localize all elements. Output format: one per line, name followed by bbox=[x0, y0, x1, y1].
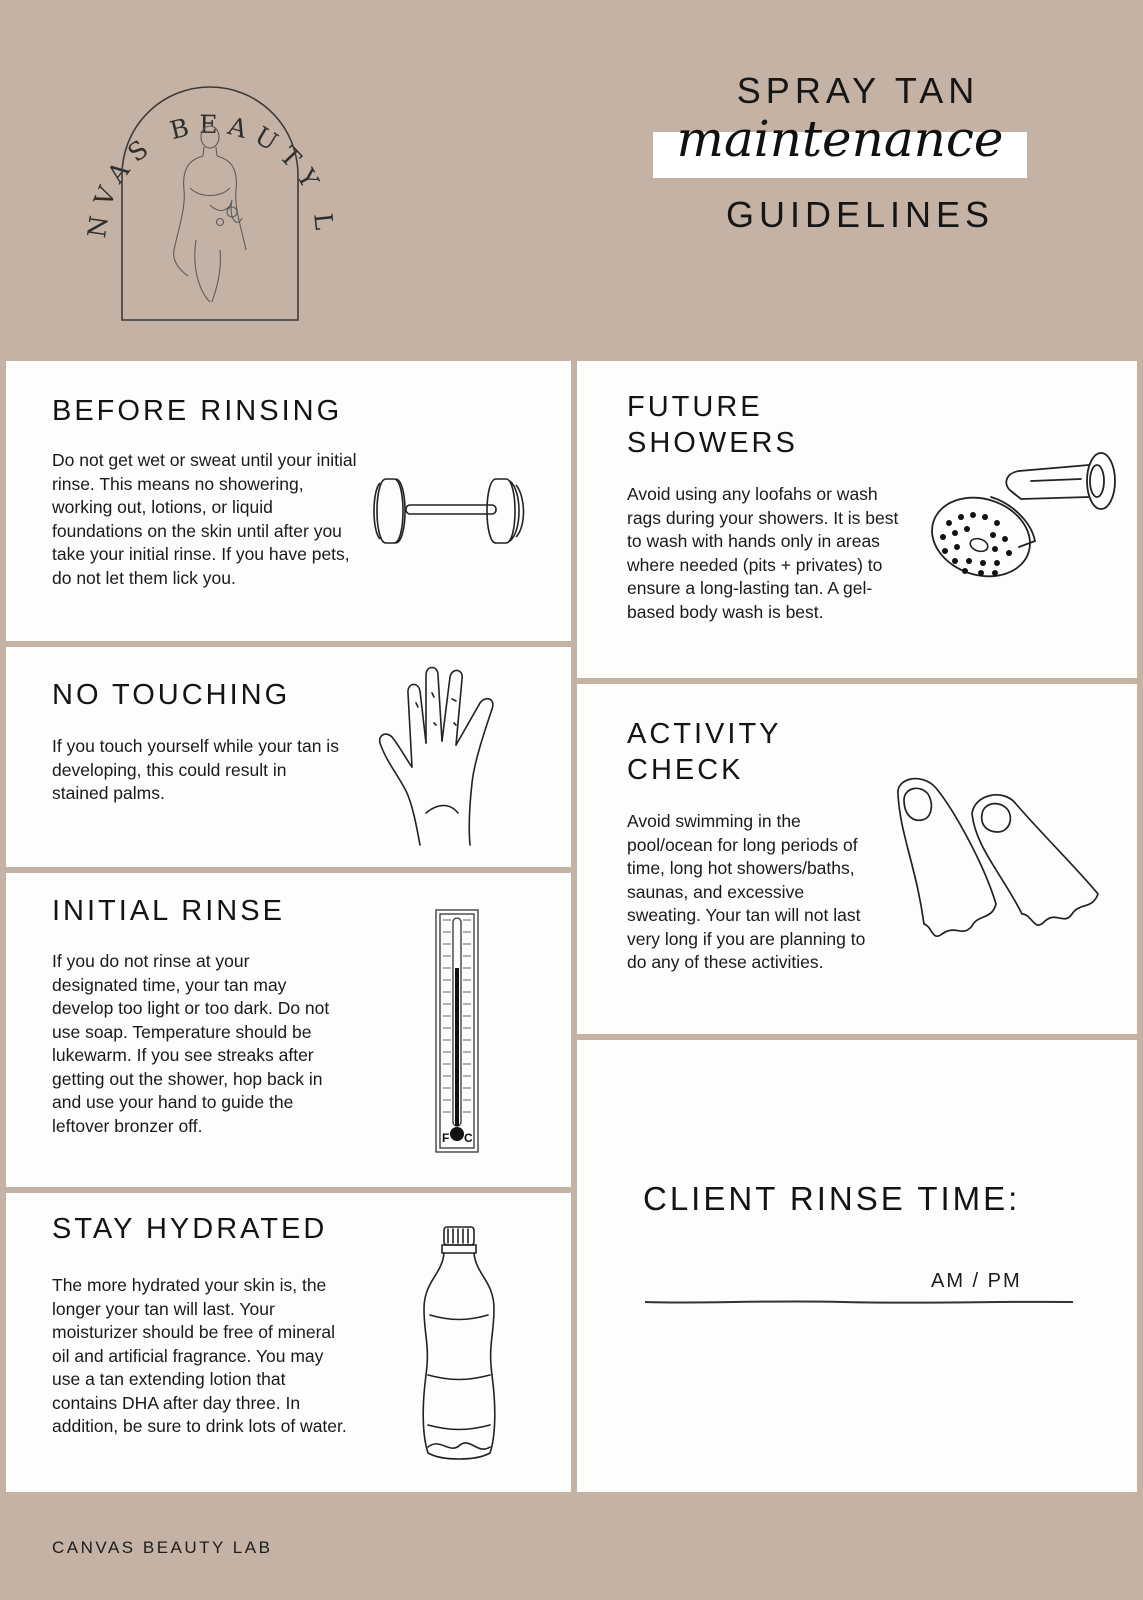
brand-logo bbox=[70, 40, 350, 340]
body-initial-rinse: If you do not rinse at your designated time, your tan may develop too light or too dark. Do not use soap. Temperature should be lukewarm. If you see streaks after getting out the shower, hop back in and use your hand to guide the leftover bronzer off. bbox=[52, 951, 330, 1136]
body-stay-hydrated: The more hydrated your skin is, the longer your tan will last. Your moisturizer should be free of mineral oil and artificial fragrance. You may use a tan extending lotion that contains DHA after day three. In addition, be sure to drink lots of water. bbox=[52, 1275, 347, 1436]
panel-initial-rinse bbox=[6, 873, 571, 1187]
thermometer-c-label: C bbox=[464, 1131, 473, 1145]
shower-head-icon bbox=[931, 451, 1121, 581]
logo-arc-text: NVAS BEAUTY L bbox=[82, 109, 340, 241]
woman-line-art-icon bbox=[174, 126, 246, 302]
heading-future-showers-line1: FUTURE bbox=[627, 391, 763, 423]
swim-fins-icon bbox=[892, 774, 1117, 944]
title-block bbox=[640, 70, 1080, 236]
panel-future-showers bbox=[577, 361, 1137, 678]
footer-brand: CANVAS BEAUTY LAB bbox=[52, 1538, 273, 1557]
heading-stay-hydrated: STAY HYDRATED bbox=[52, 1213, 328, 1245]
heading-future-showers-line2: SHOWERS bbox=[627, 427, 798, 459]
ampm-label: AM / PM bbox=[931, 1270, 1022, 1292]
title-line-1: SPRAY TAN bbox=[736, 70, 980, 111]
body-before-rinsing: Do not get wet or sweat until your initial rinse. This means no showering, working out, lotions, or liquid foundations on the skin until after you take your initial rinse. If you have pets, do not let them lick you. bbox=[52, 450, 357, 588]
body-future-showers: Avoid using any loofahs or wash rags during your showers. It is best to wash with hands only in areas where needed (pits + privates) to ensure a long-lasting tan. A gel-based body wash is best. bbox=[627, 484, 899, 622]
body-no-touching: If you touch yourself while your tan is developing, this could result in stained palms. bbox=[52, 736, 339, 803]
heading-activity-check-line1: ACTIVITY bbox=[627, 718, 782, 750]
thermometer-f-label: F bbox=[442, 1131, 450, 1145]
panel-before-rinsing bbox=[6, 361, 571, 641]
panel-activity-check bbox=[577, 684, 1137, 1034]
dumbbell-icon bbox=[366, 471, 531, 551]
panel-no-touching bbox=[6, 647, 571, 867]
title-line-3: GUIDELINES bbox=[725, 194, 995, 235]
heading-no-touching: NO TOUCHING bbox=[52, 679, 291, 711]
heading-before-rinsing: BEFORE RINSING bbox=[52, 395, 343, 427]
heading-initial-rinse: INITIAL RINSE bbox=[52, 895, 285, 927]
script-band bbox=[653, 110, 1027, 178]
heading-client-rinse-time: CLIENT RINSE TIME: bbox=[643, 1180, 1021, 1217]
thermometer-icon bbox=[434, 908, 480, 1154]
body-activity-check: Avoid swimming in the pool/ocean for long periods of time, long hot showers/baths, saunas, and excessive sweating. Your tan will not last very long if you are planning to do any of these activities. bbox=[627, 811, 866, 972]
water-bottle-icon bbox=[420, 1225, 498, 1461]
rinse-time-write-line[interactable] bbox=[643, 1296, 1075, 1308]
svg-text:CANVAS BEAUTY LAB bbox=[70, 40, 340, 240]
title-script-word: maintenance bbox=[676, 110, 1004, 168]
panel-stay-hydrated bbox=[6, 1193, 571, 1492]
panel-client-rinse-time bbox=[577, 1040, 1137, 1492]
hand-icon bbox=[376, 663, 511, 848]
heading-activity-check-line2: CHECK bbox=[627, 754, 744, 786]
